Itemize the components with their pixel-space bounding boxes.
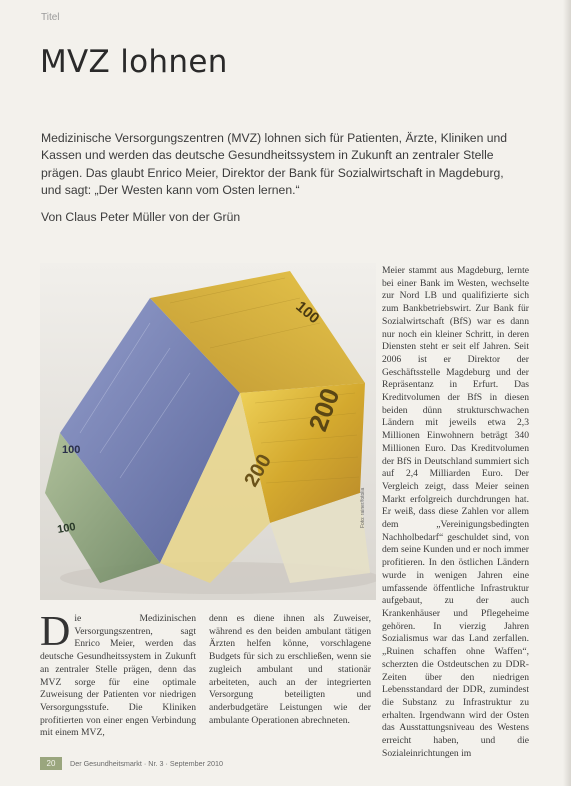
banknote-house-photo [40, 263, 376, 600]
body-column-2: denn es diene ihnen als Zuweiser, während es den beiden ambulant tätigen Ärzten helfen könne, vorschlagene Budgets für sich zu erschließen, wenn sie zugleich ambulant und stationär arbeiteten, auch an der integrierten Versorgung beteiligten und anderbudgetäre Leistungen wie der ambulante Operationen abrechneten. [209, 613, 371, 726]
banknote-label: 100 [56, 520, 77, 536]
banknote-label: 100 [292, 298, 323, 328]
page-number: 20 [40, 757, 62, 770]
author-byline: Von Claus Peter Müller von der Grün [41, 210, 241, 224]
publication-line: Der Gesundheitsmarkt · Nr. 3 · September 2010 [70, 759, 224, 768]
photo-credit: Foto: rainer/fotolia [360, 487, 366, 528]
body-column-1-text: ie Medizinischen Versorgungszentren, sagt Enrico Meier, werden das deutsche Gesundheitssystem in Zukunft an zentraler Stelle prägen, denn das MVZ sorge für eine optimale Zuweisung der Patienten vor niedrigen Versorgungsstufe. Die Kliniken profitierten von einer engen Verbindung mit einem MVZ, [40, 613, 196, 739]
banknote-house-illustration [40, 263, 376, 600]
section-label: Titel [41, 12, 60, 23]
banknote-label: 200 [240, 450, 277, 491]
page-footer [40, 757, 530, 771]
body-column-1 [40, 609, 196, 740]
body-column-right: Meier stammt aus Magdeburg, lernte bei einer Bank im Westen, wechselte zur Nord LB und qualifizierte sich zum Bankbetriebswirt. Zur Bank für Sozialwirtschaft (BfS) war es dann nur noch ein kleiner Schritt, in deren Diensten steht er seit elf Jahren. Seit 2006 ist er Direktor der Geschäftsstelle Magdeburg und der Repräsentanz in Erfurt. Das Kreditvolumen der BfS in diesen beiden dünn strukturschwachen Ländern mit jeweils etwa 2,3 Millionen Einwohnern beträgt 340 Millionen Euro. Das Kreditvolumen der BfS in Deutschland summiert sich auf 2,4 Milliarden Euro. Der Vergleich zeigt, dass Meier seinen Markt erfolgreich durchdrungen hat. Er weiß, dass diese Zahlen vor allem dem „Vereinigungsbedingten Nachholbedarf“ geschuldet sind, von dem seine Kunden und er noch immer profitieren. In den östlichen Ländern wurde in wenigen Jahren eine umfassende öffentliche Infrastruktur aufgebaut, zu der auch Krankenhäuser und Pflegeheime gehören. In vierzig Jahren Sozialismus war das Land zerfallen. „Ruinen schaffen ohne Waffen“, scherzten die Ostdeutschen zu DDR-Zeiten über den niedrigen Lebensstandard der DDR, zumindest die Substanz zu Infrastruktur zu erhalten. Irgendwann wird der Osten das Ausstattungsniveau des Westens erreicht haben, und die Sozialeinrichtungen im [382, 265, 529, 759]
banknote-label: 200 [302, 384, 346, 436]
article-title: MVZ lohnen [40, 44, 228, 80]
lead-paragraph: Medizinische Versorgungszentren (MVZ) lohnen sich für Patienten, Ärzte, Kliniken und Kassen und werden das deutsche Gesundheitssystem in Zukunft an zentraler Stelle prägen. Das glaubt Enrico Meier, Direktor der Bank für Sozialwirtschaft in Magdeburg, und sagt: „Der Westen kann vom Osten lernen.“ [41, 131, 508, 198]
drop-cap: D [40, 609, 71, 655]
banknote-label: 100 [62, 444, 81, 456]
page-edge-shadow [563, 0, 571, 786]
